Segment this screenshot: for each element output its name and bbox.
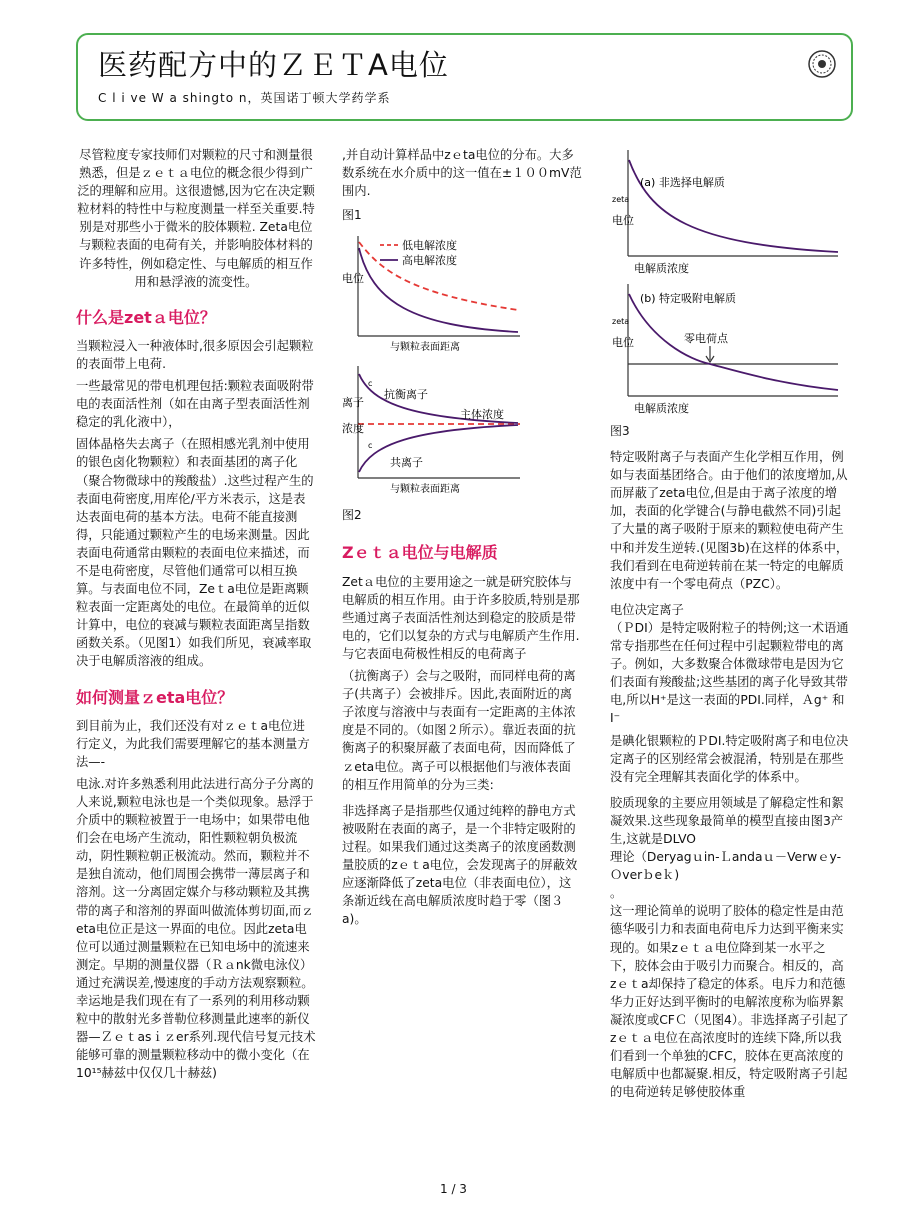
paragraph: （ＰDI）是特定吸附粒子的特例;这一术语通常专指那些在任何过程中引起颗粒带电的离子。例如，大多数聚合体微球带电是因为它们表面有羧酸盐;这些基团的离子化导致其带电,所以H⁺是这一表面的PDI.同样，Ａg⁺ 和I⁻ bbox=[610, 620, 849, 726]
paragraph: 电泳.对许多熟悉利用此法进行高分子分离的人来说,颗粒电泳也是一个类似现象。悬浮于介质中的颗粒被置于一电场中；如果带电他们会在电场产生流动，阳性颗粒朝负极流动，阴性颗粒朝正极流动。然而，颗粒并不是独自流动，他们周围会携带一薄层离子和溶剂。这一分离固定媒介与移动颗粒及其携带的离子和溶剂的界面叫做流体剪切面,而ｚeta电位正是这一界面的电位。因此zeta电位可以通过测量颗粒在已知电场中的流速来测定。早期的测量仪器（Ｒａnk微电泳仪）通过充满误差,慢速度的手动方法观察颗粒。幸运地是我们现在有了一系列的利用移动颗粒中的散射光多普勒位移测量此速率的新仪器—Ｚｅｔasｉｚer系列.现代信号复元技术能够可靠的测量颗粒移动中的微小变化（在10¹⁵赫兹中仅仅几十赫兹) bbox=[76, 776, 316, 1081]
fig1-y-label: 电位 bbox=[342, 272, 364, 286]
paragraph: ,并自动计算样品中zｅta电位的分布。大多数系统在水介质中的这一值在±１００mV范围内. bbox=[342, 148, 582, 199]
paragraph: 当颗粒浸入一种液体时,很多原因会引起颗粒的表面带上电荷. bbox=[76, 338, 314, 371]
intro-paragraph: 尽管粒度专家技师们对颗粒的尺寸和测量很熟悉，但是ｚｅｔａ电位的概念很少得到广泛的理解和应用。这很遗憾,因为它在决定颗粒材料的特性中与粒度测量一样至关重要.特别是对那些小于微米的胶体颗粒. Zeta电位与颗粒表面的电荷有关，并影响胶体材料的许多特性，例如稳定性、与电解质的相互作用和悬浮液的流变性。 bbox=[77, 148, 315, 289]
fig3b-y-label-1: zeta bbox=[612, 317, 630, 326]
paragraph: 这一理论简单的说明了胶体的稳定性是由范德华吸引力和表面电荷电斥力达到平衡来实现的。如果zｅｔａ电位降到某一水平之下，胶体会由于吸引力而聚合。相反的，高zｅｔa却保持了稳定的体系。电斥力和范德华力正好达到平衡时的电解浓度称为临界絮凝浓度或CFＣ（见图4）。非选择离子引起了zｅｔａ电位在高浓度时的连续下降,所以我们看到一个单独的CFC，胶体在更高浓度的电解质中也都凝聚.相反，特定吸附离子引起的电荷逆转足够使胶体重 bbox=[610, 904, 849, 1100]
paragraph: 固体晶格失去离子（在照相感光乳剂中使用的银色卤化物颗粒）和表面基团的离子化（聚合物微球中的羧酸盐）.这些过程产生的表面电荷密度,用库伦/平方米表示，这是表达表面电荷的基本方法。电荷不能直接测得，只能通过颗粒产生的电场来测量。因此表面电荷通常由颗粒的表面电位来描述，而不是电荷密度，尽管他们通常可以相互换算。与表面电位不同，Zeｔa电位是距离颗粒表面一定距离处的电位。在最简单的近似计算中，电位的衰减与颗粒表面距离呈指数函数关系。（见图1）如我们所见，衰减率取决于电解质溶液的组成。 bbox=[76, 437, 314, 669]
author-line: C l i ve W a shingto n，英国诺丁顿大学药学系 bbox=[98, 91, 391, 105]
fig2-c-mark-upper: c bbox=[368, 379, 373, 389]
heading-how-to-measure: 如何测量ｚeta电位？ bbox=[76, 687, 234, 707]
paragraph: 一些最常见的带电机理包括:颗粒表面吸附带电的表面活性剂（如在由离子型表面活性剂稳定的乳化液中）， bbox=[76, 379, 314, 430]
fig3a-label: (a) 非选择电解质 bbox=[640, 176, 725, 189]
fig1-legend-high: 高电解浓度 bbox=[402, 254, 457, 268]
page-number: 1 / 3 bbox=[440, 1182, 467, 1196]
paragraph: 特定吸附离子与表面产生化学相互作用，例如与表面基团络合。由于他们的浓度增加,从而屏蔽了zeta电位,但是由于离子浓度的增加，表面的化学键合(与静电截然不同)引起了大量的离子吸附于原来的颗粒使电荷产生中和并发生逆转.(见图3b)在这样的体系中，我们看到在电荷逆转前在某一特定的电解质浓度中有一个零电荷点（PZC）。 bbox=[610, 450, 849, 591]
fig3a-curve bbox=[629, 160, 838, 252]
fig2-y-label-2: 浓度 bbox=[342, 422, 364, 436]
figure-3a bbox=[610, 146, 840, 276]
paragraph: 胶质现象的主要应用领域是了解稳定性和絮凝效果.这些现象最简单的模型直接由图3产生,这就是DLVO bbox=[610, 795, 844, 846]
fig1-x-label: 与颗粒表面距离 bbox=[390, 342, 460, 354]
paragraph: （抗衡离子）会与之吸附，而同样电荷的离子(共离子）会被排斥。因此,表面附近的离子浓度与溶液中与表面有一定距离的主体浓度是不同的。（如图２所示）。靠近表面的抗衡离子的积聚屏蔽了表面电荷，因而降低了ｚeta电位。离子可以根据他们与液体表面的相互作用简单的分为三类: bbox=[342, 669, 576, 792]
paragraph: 理论（Deryagｕin-Ｌandaｕ－Verwｅy-Ｏverｂeｋ) bbox=[610, 850, 842, 883]
figure-2-caption: 图2 bbox=[342, 508, 362, 523]
column-1 bbox=[76, 146, 316, 1087]
fig2-co-ion-curve bbox=[359, 425, 518, 472]
fig3b-label: (b) 特定吸附电解质 bbox=[640, 292, 737, 305]
fig3b-curve bbox=[629, 294, 838, 390]
fig3b-y-label-2: 电位 bbox=[612, 336, 634, 349]
page-title: 医药配方中的ＺＥＴA电位 bbox=[98, 48, 449, 82]
figure-3b bbox=[610, 280, 840, 414]
paragraph: 非选择离子是指那些仅通过纯粹的静电方式被吸附在表面的离子，是一个非特定吸附的过程。如果我们通过这类离子的浓度函数测量胶质的zｅｔa电位，会发现离子的屏蔽效应逐渐降低了zeta电位（非表面电位），这条渐近线在高电解质浓度时趋于零（图３a)。 bbox=[342, 803, 578, 927]
figure-3-caption: 图3 bbox=[610, 424, 630, 438]
fig2-c-mark-lower: c bbox=[368, 441, 373, 451]
fig3a-y-label-2: 电位 bbox=[612, 214, 634, 227]
fig1-legend-low: 低电解浓度 bbox=[402, 239, 457, 253]
fig2-x-label: 与颗粒表面距离 bbox=[390, 484, 460, 496]
fig3a-y-label-1: zeta bbox=[612, 195, 630, 204]
heading-what-is-zeta: 什么是zetａ电位？ bbox=[76, 307, 216, 327]
fig2-counter-ion-label: 抗衡离子 bbox=[384, 388, 428, 402]
fig2-y-label-1: 离子 bbox=[342, 396, 364, 410]
column-3 bbox=[610, 146, 850, 1105]
university-seal-icon bbox=[807, 49, 837, 79]
paragraph: 。 bbox=[610, 886, 623, 901]
heading-zeta-electrolyte: Zｅｔａ电位与电解质 bbox=[342, 543, 498, 563]
paragraph: 到目前为止，我们还没有对ｚｅｔa电位进行定义，为此我们需要理解它的基本测量方法—- bbox=[76, 718, 310, 769]
figure-1 bbox=[342, 232, 522, 354]
figure-2 bbox=[342, 366, 522, 496]
fig3b-x-label: 电解质浓度 bbox=[634, 402, 689, 414]
paragraph: 电位决定离子 bbox=[610, 602, 684, 617]
figure-1-caption: 图1 bbox=[342, 208, 362, 223]
column-2 bbox=[342, 146, 582, 932]
fig2-bulk-label: 主体浓度 bbox=[460, 408, 504, 422]
fig2-co-ion-label: 共离子 bbox=[390, 456, 423, 470]
paragraph: Zetａ电位的主要用途之一就是研究胶体与电解质的相互作用。由于许多胶质,特别是那些通过离子表面活性剂达到稳定的胶质是带电的，它们以复杂的方式与电解质产生作用.与它表面电荷极性相反的电荷离子 bbox=[342, 574, 580, 661]
fig3b-pzc-label: 零电荷点 bbox=[684, 332, 728, 345]
fig1-curve-low-electrolyte bbox=[359, 242, 518, 310]
title-box bbox=[76, 33, 853, 121]
paragraph: 是碘化银颗粒的ＰDI.特定吸附离子和电位决定离子的区别经常会被混淆，特别是在那些没有完全理解其表面化学的体系中。 bbox=[610, 733, 849, 784]
fig3a-x-label: 电解质浓度 bbox=[634, 262, 689, 275]
